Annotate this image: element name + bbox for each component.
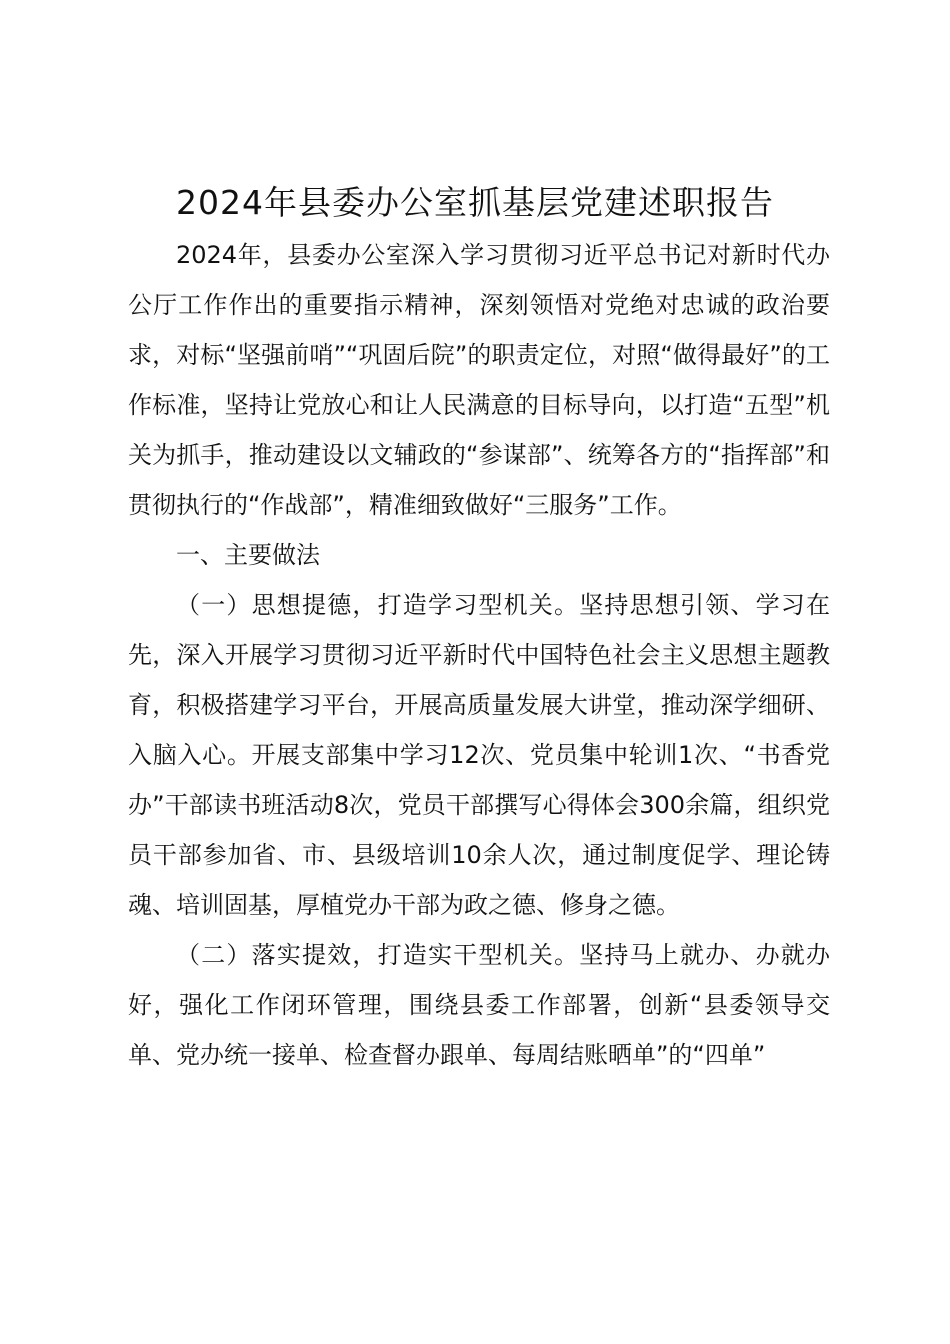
document-title: 2024年县委办公室抓基层党建述职报告 bbox=[176, 183, 774, 222]
paragraph-item-one: （一）思想提德，打造学习型机关。坚持思想引领、学习在先，深入开展学习贯彻习近平新时代中国特色社会主义思想主题教育，积极搭建学习平台，开展高质量发展大讲堂，推动深学细研、入脑入心。开展支部集中学习12次、党员集中轮训1次、“书香党办”干部读书班活动8次，党员干部撰写心得体会300余篇，组织党员干部参加省、市、县级培训10余人次，通过制度促学、理论铸魂、培训固基，厚植党办干部为政之德、修身之德。 bbox=[128, 591, 830, 919]
section-heading-main-practices: 一、主要做法 bbox=[176, 541, 320, 569]
document-body bbox=[128, 230, 830, 1080]
intro-paragraph: 2024年，县委办公室深入学习贯彻习近平总书记对新时代办公厅工作作出的重要指示精神，深刻领悟对党绝对忠诚的政治要求，对标“坚强前哨”“巩固后院”的职责定位，对照“做得最好”的工作标准，坚持让党放心和让人民满意的目标导向，以打造“五型”机关为抓手，推动建设以文辅政的“参谋部”、统筹各方的“指挥部”和贯彻执行的“作战部”，精准细致做好“三服务”工作。 bbox=[128, 241, 830, 519]
paragraph-item-two: （二）落实提效，打造实干型机关。坚持马上就办、办就办好，强化工作闭环管理，围绕县委工作部署，创新“县委领导交单、党办统一接单、检查督办跟单、每周结账晒单”的“四单” bbox=[128, 941, 830, 1069]
